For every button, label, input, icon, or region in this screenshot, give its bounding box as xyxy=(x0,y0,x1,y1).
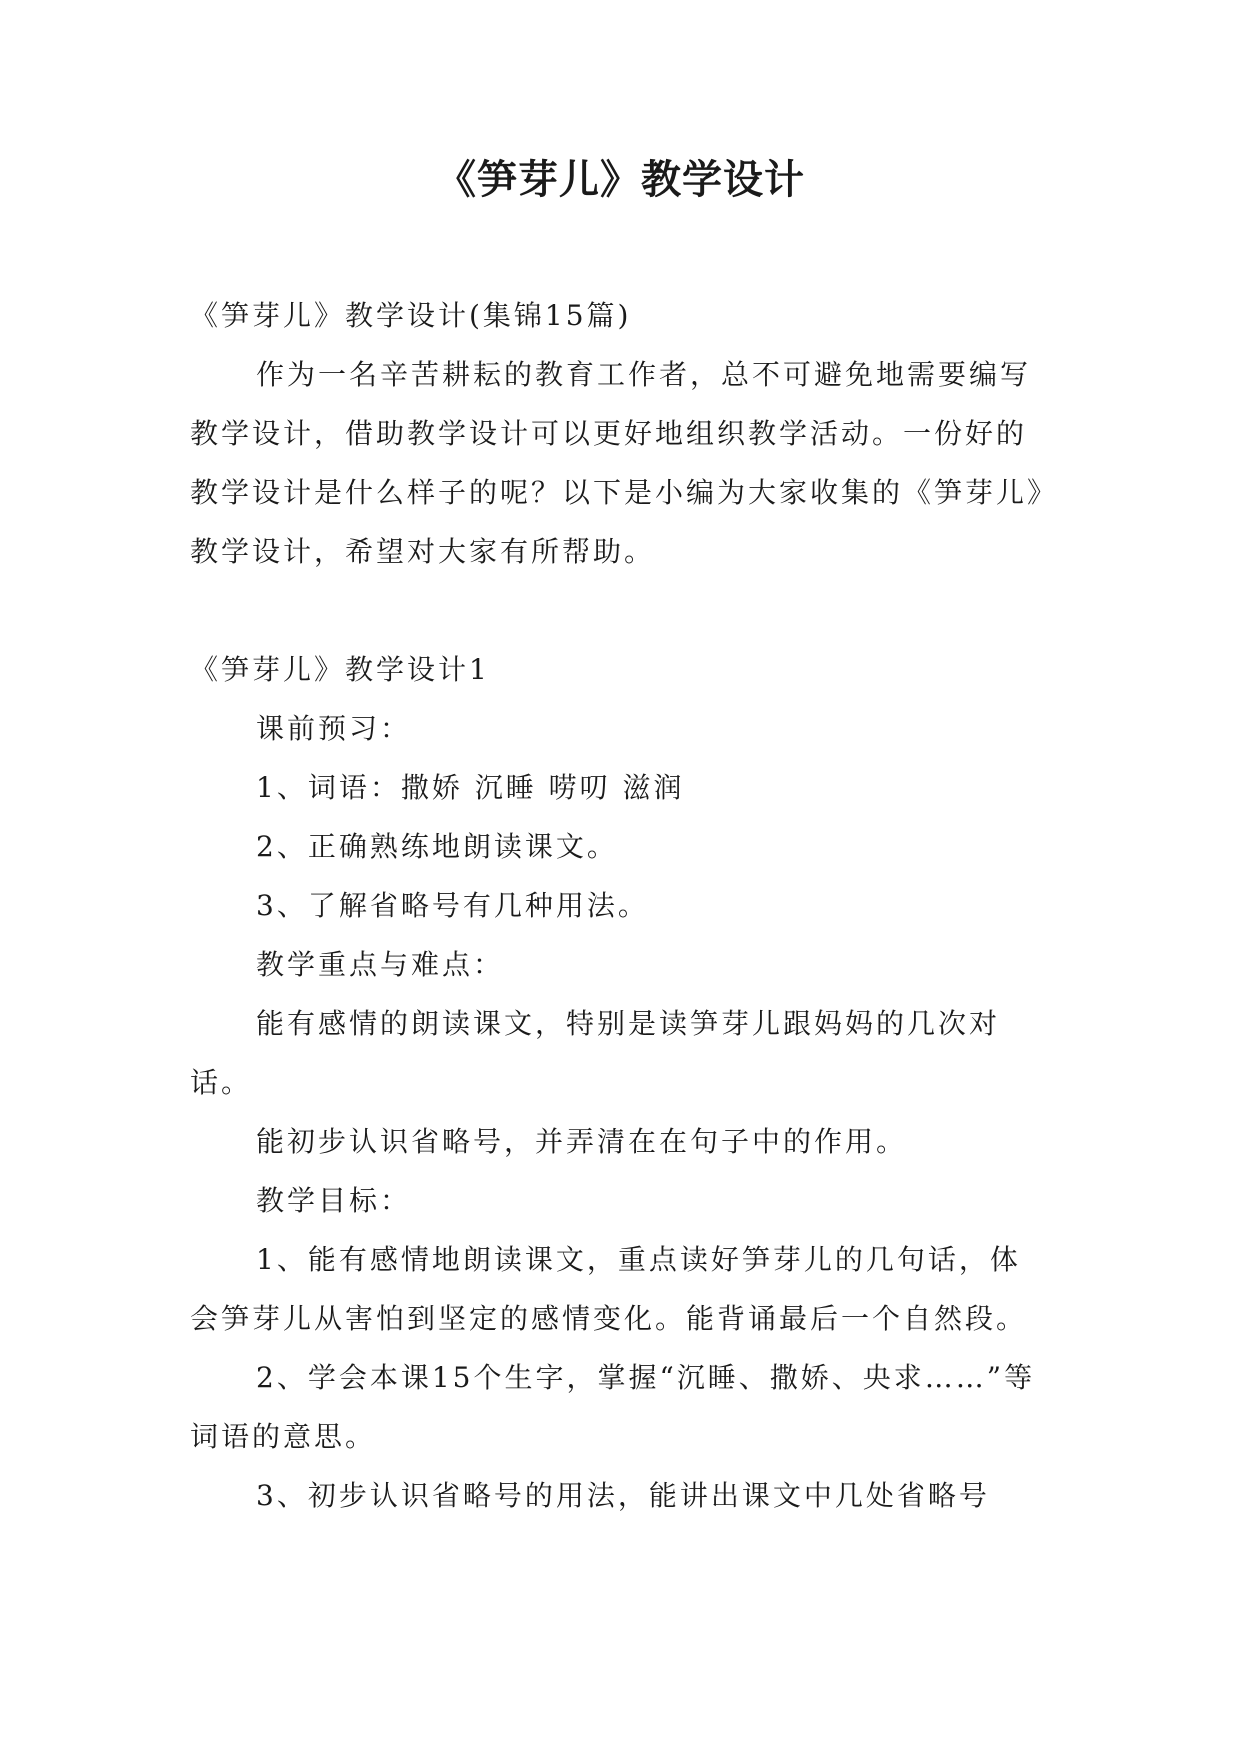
goals-label: 教学目标： xyxy=(256,1184,412,1217)
preview-item: 3、了解省略号有几种用法。 xyxy=(256,889,649,922)
preview-item: 1、词语：撒娇 沉睡 唠叨 滋润 xyxy=(256,771,685,804)
document-title: 《笋芽儿》教学设计 xyxy=(436,156,805,203)
preview-label: 课前预习： xyxy=(256,712,412,745)
intro-paragraph: 作为一名辛苦耕耘的教育工作者，总不可避免地需要编写教学设计，借助教学设计可以更好地组织教学活动。一份好的教学设计是什么样子的呢？以下是小编为大家收集的《笋芽儿》教学设计，希望对大家有所帮助。 xyxy=(190,358,1045,568)
focus-item: 能初步认识省略号，并弄清在在句子中的作用。 xyxy=(256,1125,908,1158)
preview-item: 2、正确熟练地朗读课文。 xyxy=(256,830,618,863)
focus-item: 能有感情的朗读课文，特别是读笋芽儿跟妈妈的几次对话。 xyxy=(190,1007,1001,1099)
document-subtitle: 《笋芽儿》教学设计(集锦15篇) xyxy=(190,299,632,332)
goal-item: 3、初步认识省略号的用法，能讲出课文中几处省略号 xyxy=(256,1479,990,1512)
goal-item: 1、能有感情地朗读课文，重点读好笋芽儿的几句话，体会笋芽儿从害怕到坚定的感情变化。能背诵最后一个自然段。 xyxy=(190,1243,1028,1335)
document-body xyxy=(190,286,1050,1525)
goal-item: 2、学会本课15个生字，掌握“沉睡、撒娇、央求……”等词语的意思。 xyxy=(190,1361,1036,1453)
section-spacer xyxy=(190,581,1050,640)
section-heading: 《笋芽儿》教学设计1 xyxy=(190,653,490,686)
focus-label: 教学重点与难点： xyxy=(256,948,505,981)
